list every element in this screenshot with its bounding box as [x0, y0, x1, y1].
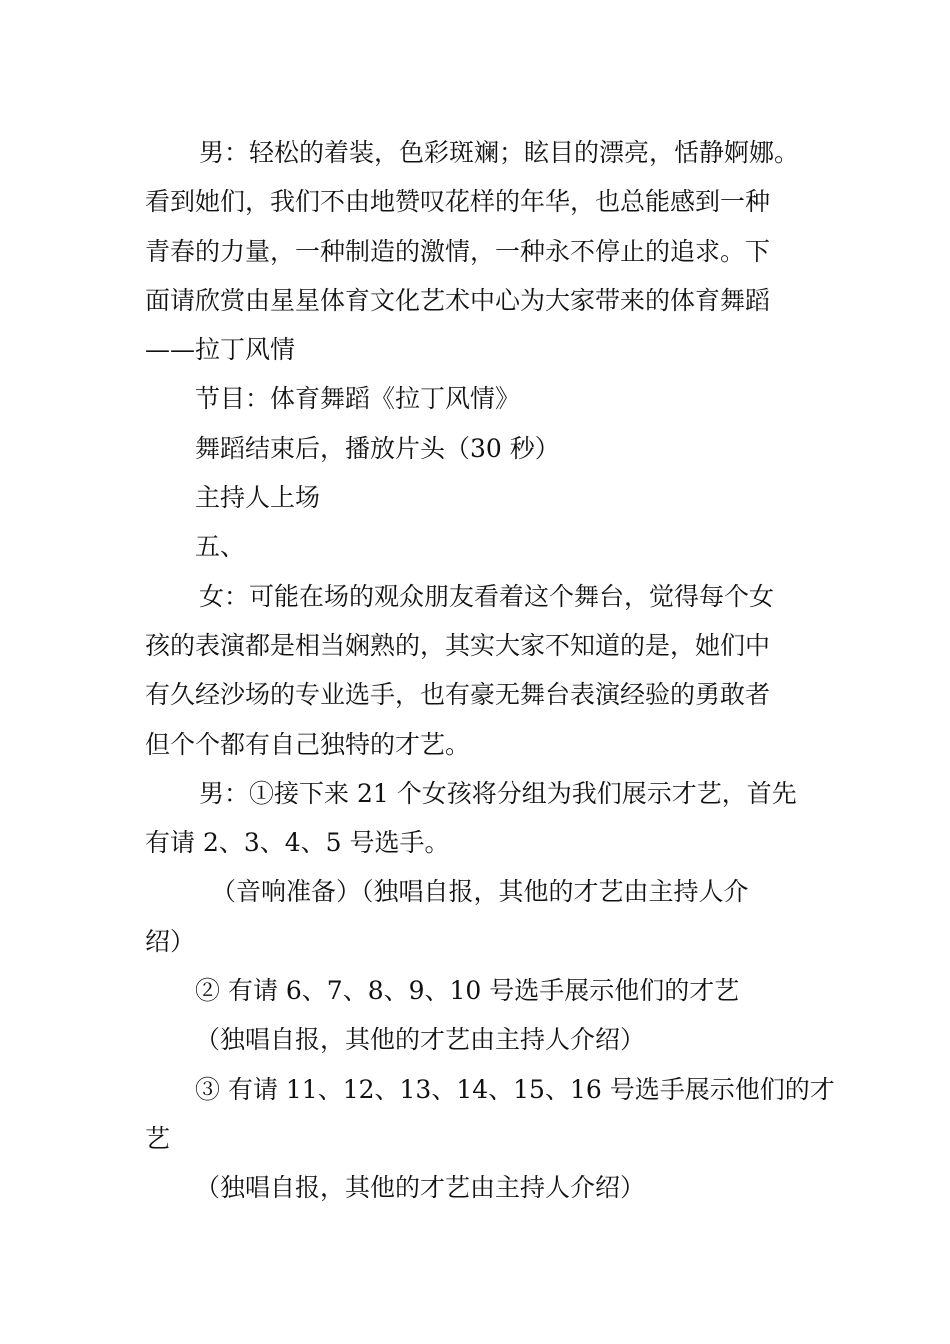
paragraph-sound-prep — [145, 867, 835, 966]
text-line: 节目：体育舞蹈《拉丁风情》 — [195, 384, 521, 414]
paragraph-hosts-enter — [145, 473, 835, 522]
paragraph-note-2 — [145, 1015, 835, 1064]
paragraph-note-3 — [145, 1163, 835, 1212]
paragraph-host-female — [145, 572, 835, 769]
section-heading-five — [145, 522, 835, 571]
text-line: 孩的表演都是相当娴熟的，其实大家不知道的是，她们中 — [145, 630, 771, 660]
text-line: （独唱自报，其他的才艺由主持人介绍） — [195, 1025, 646, 1055]
text-line: （音响准备）（独唱自报，其他的才艺由主持人介 — [211, 877, 749, 907]
text-line: 有请 2、3、4、5 号选手。 — [145, 828, 450, 858]
text-line: 男：轻松的着装，色彩斑斓；眩目的漂亮，恬静婀娜。 — [199, 138, 800, 167]
text-line: 艺 — [145, 1123, 171, 1153]
text-line: 但个个都有自己独特的才艺。 — [145, 729, 471, 759]
paragraph-group-3 — [145, 1065, 835, 1164]
document-body — [145, 128, 835, 1213]
paragraph-host-male-intro — [145, 128, 835, 374]
paragraph-host-male-groups — [145, 769, 835, 868]
text-line: ② 有请 6、7、8、9、10 号选手展示他们的才艺 — [195, 976, 740, 1006]
text-line: 主持人上场 — [195, 483, 321, 513]
paragraph-group-2 — [145, 966, 835, 1015]
text-line: 看到她们，我们不由地赞叹花样的年华，也总能感到一种 — [145, 187, 771, 217]
text-line: 男：①接下来 21 个女孩将分组为我们展示才艺，首先 — [199, 778, 797, 808]
text-line: ③ 有请 11、12、13、14、15、16 号选手展示他们的才 — [195, 1074, 835, 1104]
text-line: 有久经沙场的专业选手，也有豪无舞台表演经验的勇敢者 — [145, 680, 771, 710]
text-line: 青春的力量，一种制造的激情，一种永不停止的追求。下 — [145, 236, 771, 266]
text-line: 面请欣赏由星星体育文化艺术中心为大家带来的体育舞蹈 — [145, 285, 771, 315]
text-line: 五、 — [195, 532, 246, 562]
text-line: 女：可能在场的观众朋友看着这个舞台，觉得每个女 — [199, 581, 775, 611]
text-line: 舞蹈结束后，播放片头（30 秒） — [195, 433, 560, 463]
text-line: 绍） — [145, 926, 196, 956]
text-line: （独唱自报，其他的才艺由主持人介绍） — [195, 1173, 646, 1203]
paragraph-program — [145, 374, 835, 423]
paragraph-after-dance — [145, 424, 835, 473]
text-line: ——拉丁风情 — [145, 335, 296, 365]
